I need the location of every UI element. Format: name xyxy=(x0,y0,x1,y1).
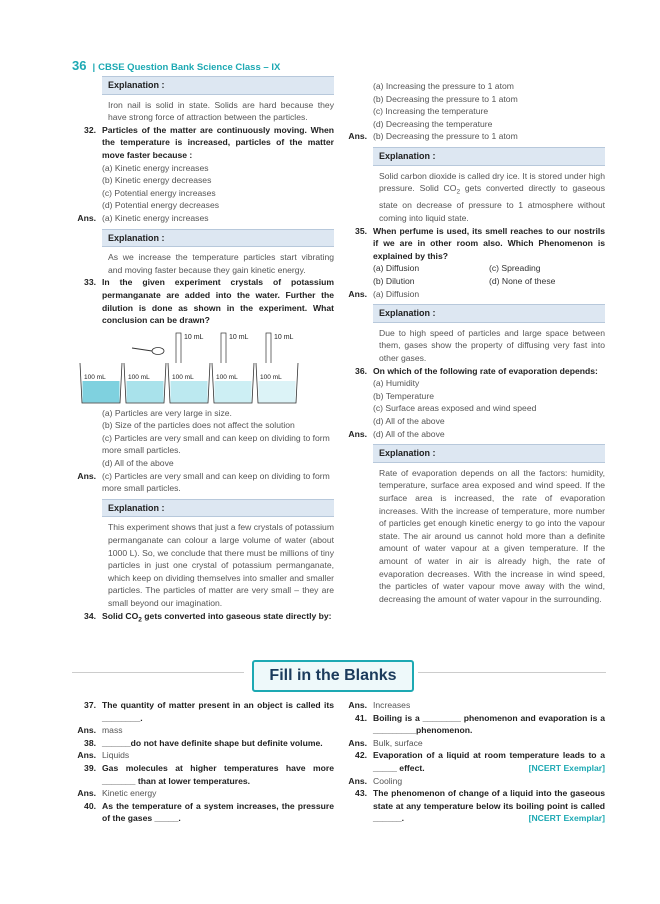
pipette-volume-label: 10 mL xyxy=(184,333,204,341)
answer-label: Ans. xyxy=(348,700,367,710)
subscript: 2 xyxy=(456,188,461,196)
answer-41 xyxy=(343,737,605,750)
question-number: 42. xyxy=(355,750,367,761)
answer-text: Bulk, surface xyxy=(373,737,423,748)
answer-32 xyxy=(72,212,334,225)
answer-39 xyxy=(72,787,334,800)
question-text xyxy=(102,610,334,627)
running-header xyxy=(72,58,280,73)
option: (b) Dilution xyxy=(373,276,415,287)
option: (c) Surface areas exposed and wind speed xyxy=(373,403,537,414)
answer-text: (d) All of the above xyxy=(373,428,445,439)
explanation-heading: Explanation : xyxy=(102,76,334,95)
option: (c) Increasing the temperature xyxy=(373,106,489,117)
right-column xyxy=(343,80,605,605)
option: (d) All of the above xyxy=(102,458,174,469)
option: (d) Potential energy decreases xyxy=(102,200,220,211)
question-number: 41. xyxy=(355,712,367,723)
explanation-text-part: gets converted directly to gaseous state on decrease of pressure to 1 atmosphere without coming into liquid state. xyxy=(379,183,605,224)
question-text: Boiling is a ________ phenomenon and evaporation is a _________phenomenon. xyxy=(373,712,605,736)
question-number: 40. xyxy=(84,800,96,811)
answer-42 xyxy=(343,775,605,788)
fib-right-column xyxy=(343,699,605,825)
option: (b) Size of the particles does not affect the solution xyxy=(102,420,295,431)
spoon-icon xyxy=(152,347,164,354)
option: (c) Potential energy increases xyxy=(102,187,216,198)
explanation-heading: Explanation : xyxy=(102,499,334,518)
beaker-volume-label: 100 mL xyxy=(216,373,238,381)
option: (a) Diffusion xyxy=(373,263,420,274)
header-separator: | xyxy=(92,62,96,73)
answer-text: (b) Decreasing the pressure to 1 atom xyxy=(373,131,518,142)
question-text-part: Solid CO xyxy=(102,610,139,621)
answer-text: Liquids xyxy=(102,750,130,761)
question-number: 37. xyxy=(84,700,96,710)
question-text xyxy=(373,749,605,774)
pipette-volume-label: 10 mL xyxy=(229,333,249,341)
answer-37 xyxy=(72,724,334,737)
dilution-experiment-figure xyxy=(72,329,334,407)
answer-text: mass xyxy=(102,725,123,736)
question-text: On which of the following rate of evaporation depends: xyxy=(373,365,598,376)
question-number: 32. xyxy=(84,124,96,135)
book-title: CBSE Question Bank Science Class – IX xyxy=(98,62,281,73)
question-text: Gas molecules at higher temperatures have more _______ than at lower temperatures. xyxy=(102,762,334,786)
explanation-text xyxy=(343,170,605,225)
answer-text: (a) Kinetic energy increases xyxy=(102,212,209,223)
question-35 xyxy=(343,225,605,263)
answer-text: (a) Diffusion xyxy=(373,288,420,299)
question-text: ______do not have definite shape but definite volume. xyxy=(102,737,323,748)
option: (a) Kinetic energy increases xyxy=(102,162,209,173)
option: (a) Particles are very large in size. xyxy=(102,407,232,418)
answer-text: (c) Particles are very small and can keep on dividing to form more small particles. xyxy=(102,470,330,494)
question-number: 39. xyxy=(84,762,96,773)
answer-35 xyxy=(343,288,605,301)
question-text-part: gets converted into gaseous state directly by: xyxy=(141,610,332,621)
option: (d) None of these xyxy=(489,276,556,287)
question-number: 33. xyxy=(84,277,96,288)
question-text-part: Evaporation of a liquid at room temperature leads to a _____ effect. xyxy=(373,750,605,773)
question-41 xyxy=(343,712,605,737)
answer-label: Ans. xyxy=(77,212,96,223)
question-number: 43. xyxy=(355,788,367,799)
ncert-exemplar-tag: [NCERT Exemplar] xyxy=(528,762,605,773)
question-text: When perfume is used, its smell reaches to our nostrils if we are in other room also. Which Phenomenon is explained by this? xyxy=(373,225,605,261)
question-38 xyxy=(72,737,334,750)
option: (d) Decreasing the temperature xyxy=(373,118,493,129)
explanation-text: This experiment shows that just a few crystals of potassium permanganate can colour a large volume of water (about 1000 L). So, we conclude that there must be millions of tiny particles in just one crystal of potassium permanganate, which keep on dividing themselves into smaller and smaller particles. The particles of matter are very small – they are small beyond our imagination. xyxy=(108,522,334,608)
explanation-heading: Explanation : xyxy=(102,229,334,248)
question-40 xyxy=(72,800,334,825)
answer-label: Ans. xyxy=(77,470,96,481)
option: (c) Particles are very small and can keep on dividing to form more small particles. xyxy=(102,432,330,456)
beaker-volume-label: 100 mL xyxy=(260,373,282,381)
answer-text: Increases xyxy=(373,700,411,710)
question-34 xyxy=(72,610,334,627)
option: (a) Humidity xyxy=(373,378,420,389)
left-column xyxy=(72,72,334,627)
answer-label: Ans. xyxy=(348,775,367,786)
question-number: 34. xyxy=(84,610,96,621)
explanation-text: Due to high speed of particles and large space between them, gases show the property of diffusing very fast into other gases. xyxy=(379,327,605,363)
question-33 xyxy=(72,276,334,326)
answer-34 xyxy=(343,130,605,143)
question-text: The quantity of matter present in an object is called its ________. xyxy=(102,700,334,723)
explanation-heading: Explanation : xyxy=(373,304,605,323)
answer-label: Ans. xyxy=(348,131,367,142)
divider xyxy=(72,672,244,673)
answer-label: Ans. xyxy=(77,725,96,736)
option: (b) Decreasing the pressure to 1 atom xyxy=(373,93,518,104)
ncert-exemplar-tag: [NCERT Exemplar] xyxy=(528,813,605,824)
option: (b) Temperature xyxy=(373,390,434,401)
question-43 xyxy=(343,787,605,825)
explanation-text-part: Solid carbon dioxide is called dry ice. It is stored under high pressure. Solid CO xyxy=(379,170,605,194)
explanation-text: As we increase the temperature particles start vibrating and moving faster because they gain kinetic energy. xyxy=(108,252,334,275)
answer-38 xyxy=(72,749,334,762)
page-number: 36 xyxy=(72,58,87,73)
explanation-text: Rate of evaporation depends on all the factors: humidity, temperature, surface area exposed and wind speed. If the surface area is increased, the rate of evaporation increases. With the increase of temperature, more number of particles get enough kinetic energy to go into the vapour state. The air around us cannot hold more than a definite amount of water vapour at a given temperature. If the amount of water in air is already high, the rate of evaporation decreases. With the increase in wind speed, the particles of water vapour move away with the wind, decreasing the amount of water vapour in the surrounding. xyxy=(379,467,605,604)
option-pair xyxy=(373,275,605,288)
answer-33 xyxy=(72,470,334,495)
answer-label: Ans. xyxy=(348,428,367,439)
answer-label: Ans. xyxy=(348,737,367,748)
beaker-volume-label: 100 mL xyxy=(128,373,150,381)
option: (d) All of the above xyxy=(373,415,445,426)
explanation-heading: Explanation : xyxy=(373,444,605,463)
question-text: As the temperature of a system increases, the pressure of the gases _____. xyxy=(102,800,334,824)
question-42 xyxy=(343,749,605,774)
divider xyxy=(418,672,606,673)
question-number: 35. xyxy=(355,225,367,236)
question-37 xyxy=(72,699,334,724)
answer-text: Kinetic energy xyxy=(102,788,157,799)
option: (b) Kinetic energy decreases xyxy=(102,175,212,186)
question-32 xyxy=(72,124,334,162)
answer-label: Ans. xyxy=(77,788,96,799)
option: (a) Increasing the pressure to 1 atom xyxy=(373,81,514,91)
answer-text: Cooling xyxy=(373,775,403,786)
beaker-volume-label: 100 mL xyxy=(84,373,106,381)
answer-36 xyxy=(343,428,605,441)
subscript: 2 xyxy=(138,616,142,624)
beaker-icon xyxy=(80,363,298,403)
question-text xyxy=(373,787,605,825)
beaker-volume-label: 100 mL xyxy=(172,373,194,381)
question-text: Particles of the matter are continuously moving. When the temperature is increased, particles of the matter move faster because : xyxy=(102,124,334,160)
explanation-text: Iron nail is solid in state. Solids are hard because they have strong force of attraction between the particles. xyxy=(108,99,334,123)
question-number: 38. xyxy=(84,737,96,748)
answer-40 xyxy=(343,699,605,712)
option-pair xyxy=(373,262,605,275)
question-39 xyxy=(72,762,334,787)
fib-left-column xyxy=(72,699,334,825)
question-text: In the given experiment crystals of potassium permanganate are added into the water. Further the dilution is done as shown in the experiment. What conclusion can be drawn? xyxy=(102,277,334,326)
explanation-heading: Explanation : xyxy=(373,147,605,166)
question-36 xyxy=(343,365,605,378)
pipette-volume-label: 10 mL xyxy=(274,333,294,341)
section-title: Fill in the Blanks xyxy=(252,660,414,692)
option: (c) Spreading xyxy=(489,263,541,274)
question-text-part: The phenomenon of change of a liquid into the gaseous state at any temperature below its boiling point is called ______. xyxy=(373,788,605,824)
answer-label: Ans. xyxy=(348,288,367,299)
question-number: 36. xyxy=(355,365,367,376)
answer-label: Ans. xyxy=(77,750,96,761)
